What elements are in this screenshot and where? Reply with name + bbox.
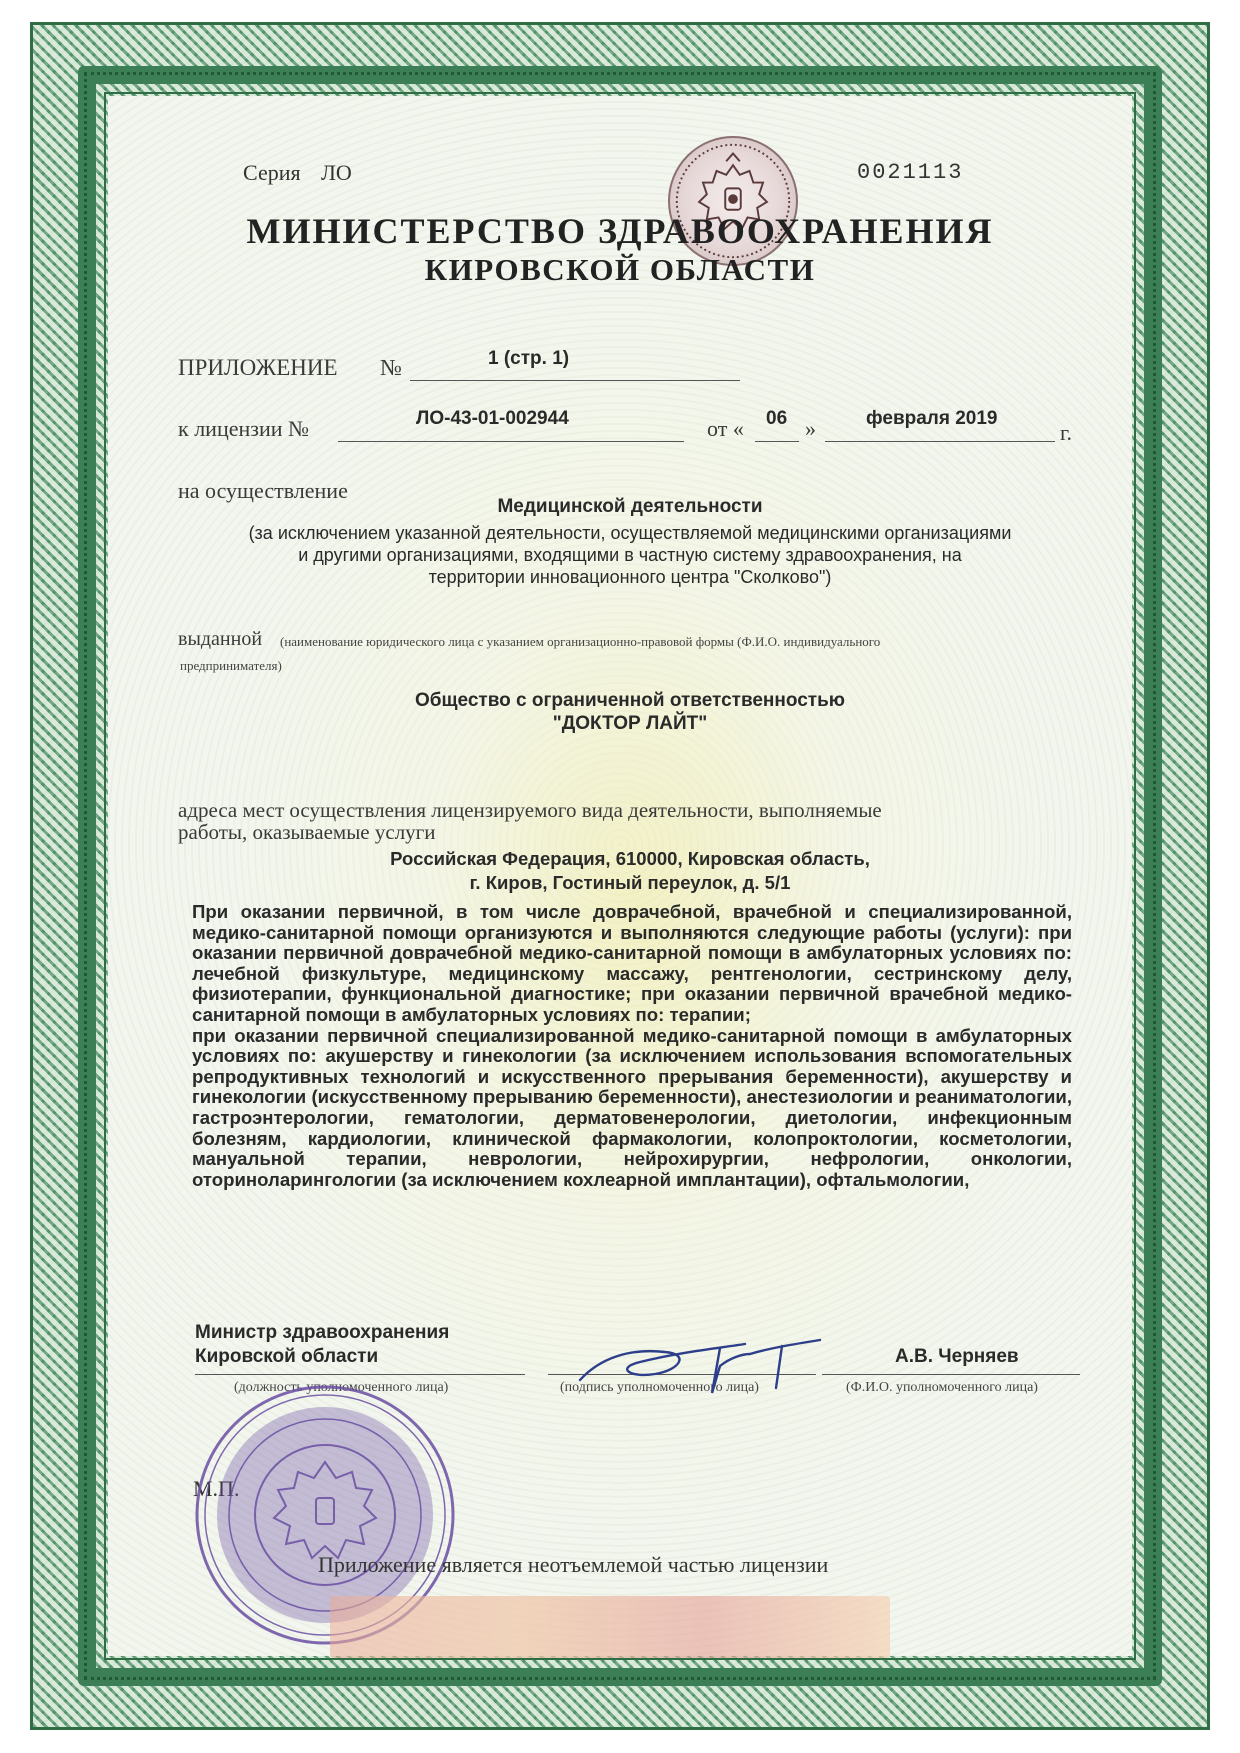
address-line1: Российская Федерация, 610000, Кировская область, [390, 848, 870, 869]
services-text [192, 902, 1072, 1190]
appendix-value: 1 (стр. 1) [488, 348, 570, 369]
activity-note-line3: территории инновационного центра "Сколково") [428, 567, 832, 587]
activity-label: на осуществление [178, 478, 348, 503]
ministry-title: МИНИСТЕРСТВО ЗДРАВООХРАНЕНИЯ [246, 211, 994, 251]
caption-signature: (подпись уполномоченного лица) [560, 1380, 759, 1395]
license-number: ЛО-43-01-002944 [416, 408, 569, 429]
hologram-strip [330, 1596, 890, 1658]
signer-position-line1: Министр здравоохранения [195, 1322, 450, 1343]
date-close-quote: » [805, 416, 816, 441]
series-value: ЛО [321, 160, 352, 185]
issued-hint-line1: (наименование юридического лица с указанием организационно-правовой формы (Ф.И.О. индивидуального [280, 634, 881, 649]
services-paragraph-1: При оказании первичной, в том числе доврачебной, врачебной и специализированной, медико-санитарной помощи организуются и выполняются следующие работы (услуги): при оказании первичной доврачебной медико-санитарной помощи в амбулаторных условиях по: лечебной физкультуре, медицинскому массажу, рентгенологии, сестринскому делу, физиотерапии, функциональной диагностике; при оказании первичной врачебной медико-санитарной помощи в амбулаторных условиях по: терапии; [192, 901, 1072, 1025]
activity-title: Медицинской деятельности [497, 496, 763, 517]
issued-hint-line2: предпринимателя) [180, 658, 282, 673]
date-month-year: февраля 2019 [866, 408, 998, 429]
activity-note-line2: и другими организациями, входящими в частную систему здравоохранения, на [298, 545, 962, 565]
appendix-number-sign: № [380, 355, 402, 380]
signer-position-line2: Кировской области [195, 1346, 379, 1367]
name-underline [822, 1374, 1080, 1375]
address-line2: г. Киров, Гостиный переулок, д. 5/1 [469, 872, 791, 893]
date-from-label: от « [707, 416, 744, 441]
signer-name: А.В. Черняев [895, 1346, 1019, 1367]
caption-position: (должность уполномоченного лица) [234, 1380, 449, 1395]
date-day-underline [755, 441, 799, 442]
series-label: Серия [243, 160, 301, 185]
license-label: к лицензии № [178, 416, 309, 441]
organization-name: "ДОКТОР ЛАЙТ" [552, 713, 708, 734]
position-underline [195, 1374, 525, 1375]
activity-note-line1: (за исключением указанной деятельности, осуществляемой медицинскими организациями [248, 523, 1012, 543]
organization-type: Общество с ограниченной ответственностью [414, 690, 846, 711]
appendix-underline [410, 380, 740, 381]
issued-label: выданной [178, 628, 263, 650]
address-label-line2: работы, оказываемые услуги [178, 820, 436, 844]
ministry-region: КИРОВСКОЙ ОБЛАСТИ [424, 252, 816, 287]
services-paragraph-2: при оказании первичной специализированной медико-санитарной помощи в амбулаторных условиях по: акушерству и гинекологии (за исключением использования вспомогательных репродуктивных технологий и искусственного прерывания беременности), акушерству и гинекологии (искусственному прерыванию беременности), анестезиологии и реаниматологии, гастроэнтерологии, гематологии, дерматовенерологии, диетологии, инфекционным болезням, кардиологии, клинической фармакологии, колопроктологии, косметологии, мануальной терапии, неврологии, нейрохирургии, нефрологии, онкологии, оториноларингологии (за исключением кохлеарной имплантации), офтальмологии, [192, 1024, 1072, 1190]
seal-place-label: М.П. [193, 1476, 240, 1501]
date-year-suffix: г. [1060, 420, 1073, 445]
appendix-label: ПРИЛОЖЕНИЕ [178, 355, 338, 380]
form-number: 0021113 [857, 160, 964, 185]
date-day: 06 [766, 408, 788, 429]
date-month-underline [825, 441, 1055, 442]
address-label-line1: адреса мест осуществления лицензируемого вида деятельности, выполняемые [178, 798, 882, 822]
handwritten-signature [570, 1318, 830, 1408]
caption-name: (Ф.И.О. уполномоченного лица) [846, 1380, 1038, 1395]
license-underline [338, 441, 684, 442]
footer-note: Приложение является неотъемлемой частью лицензии [318, 1552, 829, 1577]
